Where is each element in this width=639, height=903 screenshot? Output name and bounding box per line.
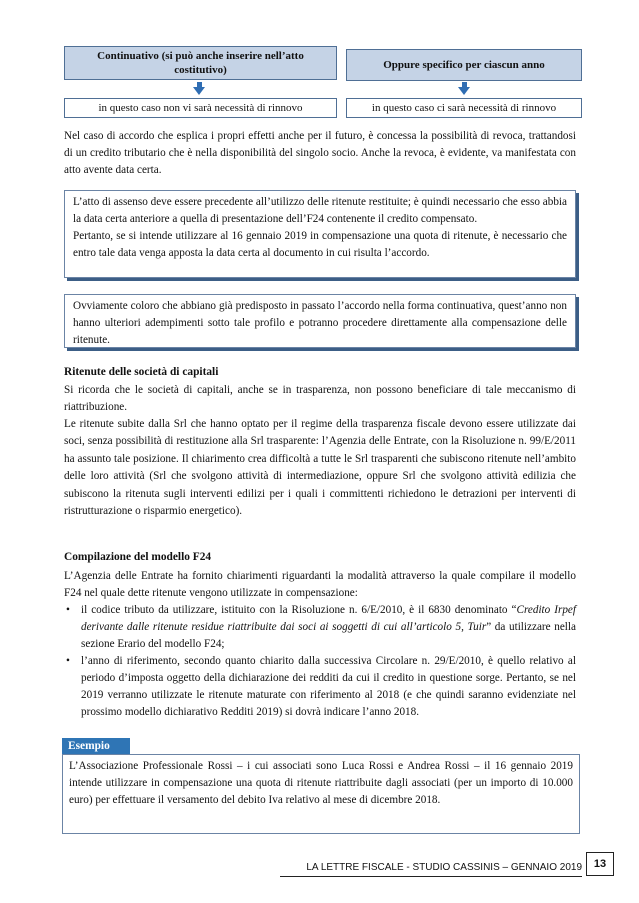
option-specifico (346, 49, 582, 81)
example-text: L’Associazione Professionale Rossi – i cui associati sono Luca Rossi e Andrea Rossi – il 16 gennaio 2019 intende utilizzare in compensazione una quota di ritenute riattribuite dagli associati (per un importo di 10.000 euro) per effettuare il versamento del debito Iva relativo al mese di dicembre 2018. (69, 760, 573, 806)
assenso-callout (64, 190, 576, 278)
f24-bullet-list (64, 602, 576, 721)
result-no-renewal-text: in questo caso non vi sarà necessità di rinnovo (98, 102, 303, 114)
list-item (64, 602, 576, 653)
section-heading-f24: Compilazione del modello F24 (64, 551, 212, 563)
f24-intro: L’Agenzia delle Entrate ha fornito chiarimenti riguardanti la modalità attraverso la quale compilare il modello F24 nel quale dette ritenute vengono utilizzate in compensazione: (64, 570, 576, 599)
result-renewal-text: in questo caso ci sarà necessità di rinnovo (371, 102, 557, 114)
bullet1-text-post: ” da utilizzare nella sezione Erario del modello F24; (81, 621, 576, 650)
section-heading-societa: Ritenute delle società di capitali (64, 366, 219, 378)
option-continuativo-title: Continuativo (si può anche inserire nell’atto costitutivo) (97, 50, 304, 76)
example-label: Esempio (62, 738, 130, 754)
footer-title: LA LETTRE FISCALE - STUDIO CASSINIS – GENNAIO 2019 (306, 862, 582, 873)
page-number: 13 (586, 852, 614, 876)
bullet1-text-pre: il codice tributo da utilizzare, istituito con la Risoluzione n. 6/E/2010, è il 6830 denominato “ (81, 604, 517, 616)
societa-paragraph-2: Le ritenute subite dalla Srl che hanno optato per il regime della trasparenza fiscale devono essere utilizzate dai soci, senza possibilità di restituzione alla Srl trasparente: l’Agenzia delle Entrate, con la Risoluzione n. 99/E/2011 ha assunto tale posizione. Il chiarimento crea difficoltà a tutte le Srl trasparenti che subiscono ritenute nell’ambito delle loro attività (Srl che svolgono attività di intermediazione, oppure Srl che svolgono attività edilizia che subiscono la ritenuta sugli interventi edilizi per i quali i committenti richiedono le detrazioni per interventi di ristrutturazione o risparmio energetico). (64, 418, 576, 518)
option-continuativo (64, 46, 337, 80)
arrow-down-icon (458, 87, 470, 95)
revoca-paragraph: Nel caso di accordo che esplica i propri effetti anche per il futuro, è concessa la possibilità di revoca, trattandosi di un credito tributario che è nella disponibilità del singolo socio. Anche la revoca, è evidente, va manifestata con atto avente data certa. (64, 130, 576, 176)
societa-paragraph-1: Si ricorda che le società di capitali, anche se in trasparenza, non possono beneficiare di tale meccanismo di riattribuzione. (64, 384, 576, 413)
continuativa-callout (64, 294, 576, 348)
example-box (62, 754, 580, 834)
arrow-down-icon (193, 87, 205, 95)
bullet-icon: • (66, 604, 70, 616)
footer-divider (280, 876, 582, 877)
continuativa-callout-text: Ovviamente coloro che abbiano già predisposto in passato l’accordo nella forma continuativa, quest’anno non hanno ulteriori adempimenti sotto tale profilo e potranno procedere direttamente alla compensazione delle ritenute. (73, 300, 567, 346)
assenso-callout-text-1: L’atto di assenso deve essere precedente all’utilizzo delle ritenute restituite; è quindi necessario che esso abbia la data certa anteriore a quella di presentazione dell’F24 contenente il credito compensato. (73, 196, 567, 225)
bullet1-text-italic: Credito Irpef derivante dalle ritenute residue riattribuite dai soci ai soggetti di cui all’articolo 5, Tuir (81, 604, 576, 633)
list-item (64, 653, 576, 721)
result-no-renewal (64, 98, 337, 118)
result-renewal (346, 98, 582, 118)
bullet-icon: • (66, 655, 70, 667)
bullet2-text: l’anno di riferimento, secondo quanto chiarito dalla successiva Circolare n. 29/E/2010, è quello relativo al periodo d’imposta oggetto della dichiarazione dei redditi da cui il credito in questione sorge. Pertanto, se nel 2019 verranno utilizzate le ritenute maturate con riferimento al 2018 (e che quindi saranno evidenziate nel prossimo modello dichiarativo Redditi 2019) si dovrà indicare l’anno 2018. (81, 655, 576, 718)
assenso-callout-text-2: Pertanto, se si intende utilizzare al 16 gennaio 2019 in compensazione una quota di ritenute, è necessario che entro tale data venga apposta la data certa al documento in cui risulta l’accordo. (73, 230, 567, 259)
option-specifico-title: Oppure specifico per ciascun anno (383, 59, 545, 71)
